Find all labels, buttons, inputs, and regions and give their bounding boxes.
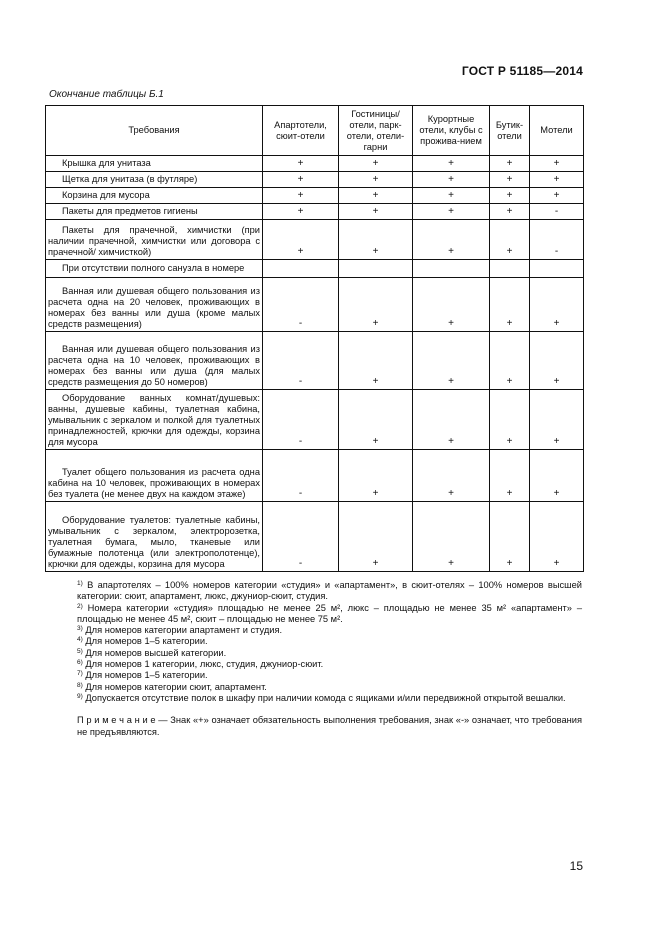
mark-cell (339, 260, 413, 278)
requirement-cell: Туалет общего пользования из расчета одна кабина на 10 человек, проживающих в номерах без туалета (не менее двух на каждом этаже) (46, 450, 263, 502)
mark-cell: + (413, 278, 490, 332)
table-row (46, 204, 584, 220)
mark-cell: - (530, 220, 584, 260)
mark-cell: + (530, 188, 584, 204)
column-header-aparthotels: Апартотели, сюит-отели (263, 106, 339, 156)
mark-cell: - (263, 450, 339, 502)
footnote-text: Допускается отсутствие полок в шкафу при наличии комода с ящиками и/или передвижной открытой вешалки. (85, 692, 566, 703)
mark-cell: + (413, 204, 490, 220)
standard-number: ГОСТ Р 51185—2014 (461, 64, 583, 78)
column-header-boutique: Бутик-отели (490, 106, 530, 156)
mark-cell: + (263, 220, 339, 260)
mark-cell: + (339, 502, 413, 572)
mark-cell: + (490, 220, 530, 260)
mark-cell: + (530, 332, 584, 390)
table-row (46, 332, 584, 390)
footnote (47, 636, 582, 647)
mark-cell: + (413, 332, 490, 390)
mark-cell: + (339, 278, 413, 332)
requirement-cell: Щетка для унитаза (в футляре) (46, 172, 263, 188)
mark-cell: + (490, 172, 530, 188)
mark-cell: + (413, 502, 490, 572)
mark-cell: + (490, 204, 530, 220)
footnote-marker: 3) (77, 625, 83, 633)
mark-cell: + (263, 156, 339, 172)
footnote (47, 648, 582, 659)
footnote-text: Для номеров высшей категории. (85, 647, 227, 658)
footnote-marker: 6) (77, 659, 83, 667)
footnote (47, 693, 582, 704)
table-row (46, 188, 584, 204)
mark-cell: + (339, 450, 413, 502)
mark-cell: - (263, 502, 339, 572)
footnote-text: Для номеров категории апартамент и студия. (85, 625, 283, 636)
footnote-marker: 2) (77, 602, 83, 610)
footnote-marker: 1) (77, 580, 83, 587)
mark-cell (530, 260, 584, 278)
column-header-hotels: Гостиницы/ отели, парк-отели, отели-гарни (339, 106, 413, 156)
mark-cell: + (263, 188, 339, 204)
requirement-cell: Ванная или душевая общего пользования из расчета одна на 10 человек, проживающих в номерах без ванны или душа (для малых средств размещения до 50 номеров) (46, 332, 263, 390)
note-label: П р и м е ч а н и е (77, 715, 156, 726)
mark-cell: + (490, 502, 530, 572)
mark-cell (413, 260, 490, 278)
footnote (47, 625, 582, 636)
requirement-cell: Оборудование туалетов: туалетные кабины, умывальник с зеркалом, электророзетка, туалетная бумага, мыло, тканевые или бумажные полотенца (или электрополотенце), крючки для одежды, корзина для мусора (46, 502, 263, 572)
footnote-marker: 9) (77, 692, 83, 700)
mark-cell: + (490, 278, 530, 332)
footnote (47, 659, 582, 670)
requirement-cell: Оборудование ванных комнат/душевых: ванны, душевые кабины, туалетная кабина, умывальник с зеркалом и полкой для туалетных принадлежностей, крючки для одежды, корзина для мусора (46, 390, 263, 450)
footnote-text: Для номеров категории сюит, апартамент. (85, 681, 267, 692)
requirement-cell: Ванная или душевая общего пользования из расчета одна на 20 человек, проживающих в номерах без ванны или душа (кроме малых средств размещения) (46, 278, 263, 332)
table-header-row (46, 106, 584, 156)
mark-cell: + (530, 502, 584, 572)
mark-cell (490, 260, 530, 278)
requirement-cell: Пакеты для прачечной, химчистки (при наличии прачечной, химчистки или договора с прачечной/ химчисткой) (46, 220, 263, 260)
table-row (46, 156, 584, 172)
mark-cell: + (413, 390, 490, 450)
table-note (47, 715, 582, 738)
mark-cell: + (490, 390, 530, 450)
table-caption: Окончание таблицы Б.1 (49, 89, 164, 100)
requirement-cell: Пакеты для предметов гигиены (46, 204, 263, 220)
mark-cell: + (530, 156, 584, 172)
column-header-motels: Мотели (530, 106, 584, 156)
mark-cell: + (530, 278, 584, 332)
mark-cell: + (490, 332, 530, 390)
mark-cell: + (490, 188, 530, 204)
table-row (46, 502, 584, 572)
mark-cell: + (530, 390, 584, 450)
mark-cell: + (339, 188, 413, 204)
requirement-cell: Крышка для унитаза (46, 156, 263, 172)
mark-cell: + (530, 172, 584, 188)
column-header-requirements: Требования (46, 106, 263, 156)
mark-cell: + (339, 220, 413, 260)
table-row (46, 390, 584, 450)
footnote-text: Для номеров 1–5 категории. (85, 670, 208, 681)
footnote (47, 670, 582, 681)
mark-cell: + (263, 204, 339, 220)
requirements-table (45, 105, 584, 572)
mark-cell: + (490, 450, 530, 502)
footnote-text: Для номеров 1–5 категории. (85, 636, 208, 647)
mark-cell: - (263, 332, 339, 390)
footnotes-block (47, 580, 582, 738)
table-row (46, 172, 584, 188)
footnote-marker: 7) (77, 670, 83, 678)
note-text: — Знак «+» означает обязательность выполнения требования, знак «-» означает, что требования не предъявляются. (77, 715, 582, 737)
mark-cell: + (263, 172, 339, 188)
requirement-cell: Корзина для мусора (46, 188, 263, 204)
mark-cell (263, 260, 339, 278)
mark-cell: + (413, 172, 490, 188)
footnote-marker: 8) (77, 681, 83, 689)
footnote-marker: 4) (77, 636, 83, 644)
mark-cell: + (413, 156, 490, 172)
mark-cell: + (530, 450, 584, 502)
mark-cell: + (339, 156, 413, 172)
table-row (46, 260, 584, 278)
mark-cell: + (413, 188, 490, 204)
footnote-text: Для номеров 1 категории, люкс, студия, джуниор-сюит. (85, 659, 324, 670)
footnote (47, 580, 582, 603)
footnote (47, 682, 582, 693)
mark-cell: + (339, 204, 413, 220)
mark-cell: + (413, 220, 490, 260)
mark-cell: + (490, 156, 530, 172)
footnote (47, 603, 582, 626)
footnote-text: В апартотелях – 100% номеров категории «студия» и «апартамент», в сюит-отелях – 100% номеров высшей категории: сюит, апартамент, люкс, джуниор-сюит, студия. (77, 580, 582, 602)
mark-cell: + (339, 332, 413, 390)
table-row (46, 278, 584, 332)
column-header-resorts: Курортные отели, клубы с прожива-нием (413, 106, 490, 156)
footnote-text: Номера категории «студия» площадью не менее 25 м², люкс – площадью не менее 35 м² «апартамент» – площадью не менее 45 м², сюит – площадью не менее 75 м². (77, 602, 582, 624)
mark-cell: + (339, 390, 413, 450)
mark-cell: - (263, 278, 339, 332)
table-row (46, 450, 584, 502)
mark-cell: - (263, 390, 339, 450)
footnote-marker: 5) (77, 647, 83, 655)
mark-cell: - (530, 204, 584, 220)
page-number: 15 (569, 859, 583, 873)
mark-cell: + (339, 172, 413, 188)
mark-cell: + (413, 450, 490, 502)
requirement-cell: При отсутствии полного санузла в номере (46, 260, 263, 278)
table-row (46, 220, 584, 260)
